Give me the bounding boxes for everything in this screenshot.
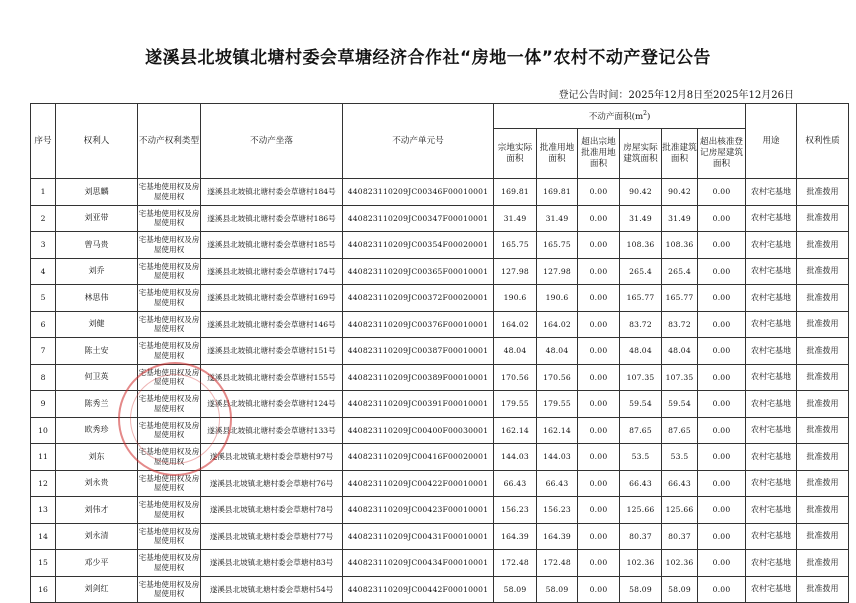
cell-use: 农村宅基地 [746,444,797,471]
cell-location: 遂溪县北坡镇北塘村委会草塘村78号 [201,497,343,524]
header-rights-type: 不动产权利类型 [138,104,201,179]
table-row [31,470,849,497]
header-seq: 序号 [31,104,56,179]
cell-land-approved: 172.48 [537,550,578,577]
header-house-actual: 房屋实际建筑面积 [620,129,662,179]
header-area-group [494,104,746,129]
cell-land-actual: 31.49 [494,205,537,232]
cell-house-approved: 90.42 [662,179,698,206]
cell-house-approved: 48.04 [662,338,698,365]
cell-use: 农村宅基地 [746,576,797,603]
cell-land-excess: 0.00 [578,497,620,524]
cell-house-actual: 87.65 [620,417,662,444]
cell-land-actual: 48.04 [494,338,537,365]
cell-land-actual: 164.02 [494,311,537,338]
cell-seq: 14 [31,523,56,550]
cell-owner: 刘思麟 [56,179,138,206]
cell-rights-type: 宅基地使用权及房屋使用权 [138,205,201,232]
cell-rights-type: 宅基地使用权及房屋使用权 [138,285,201,312]
cell-use: 农村宅基地 [746,258,797,285]
cell-use: 农村宅基地 [746,417,797,444]
cell-seq: 10 [31,417,56,444]
cell-land-actual: 170.56 [494,364,537,391]
cell-house-approved: 83.72 [662,311,698,338]
cell-owner: 陈秀兰 [56,391,138,418]
cell-rights-type: 宅基地使用权及房屋使用权 [138,444,201,471]
cell-nature: 批准拨用 [797,285,849,312]
cell-land-approved: 165.75 [537,232,578,259]
cell-rights-type: 宅基地使用权及房屋使用权 [138,338,201,365]
cell-house-actual: 58.09 [620,576,662,603]
cell-unit-no: 440823110209JC00431F00010001 [343,523,494,550]
cell-house-excess: 0.00 [698,576,746,603]
cell-land-approved: 164.39 [537,523,578,550]
cell-land-excess: 0.00 [578,285,620,312]
cell-unit-no: 440823110209JC00400F00030001 [343,417,494,444]
cell-seq: 8 [31,364,56,391]
cell-house-excess: 0.00 [698,285,746,312]
cell-rights-type: 宅基地使用权及房屋使用权 [138,523,201,550]
cell-nature: 批准拨用 [797,576,849,603]
table-row [31,364,849,391]
cell-house-actual: 107.35 [620,364,662,391]
header-owner: 权利人 [56,104,138,179]
cell-rights-type: 宅基地使用权及房屋使用权 [138,179,201,206]
cell-land-actual: 66.43 [494,470,537,497]
cell-unit-no: 440823110209JC00422F00010001 [343,470,494,497]
cell-land-approved: 48.04 [537,338,578,365]
cell-house-excess: 0.00 [698,258,746,285]
cell-house-excess: 0.00 [698,550,746,577]
cell-house-approved: 66.43 [662,470,698,497]
cell-location: 遂溪县北坡镇北塘村委会草塘村169号 [201,285,343,312]
header-land-actual: 宗地实际面积 [494,129,537,179]
cell-unit-no: 440823110209JC00416F00020001 [343,444,494,471]
cell-seq: 16 [31,576,56,603]
cell-house-approved: 165.77 [662,285,698,312]
cell-house-excess: 0.00 [698,470,746,497]
cell-owner: 曾马贵 [56,232,138,259]
table-row [31,550,849,577]
cell-use: 农村宅基地 [746,232,797,259]
registration-table [30,103,849,603]
cell-seq: 2 [31,205,56,232]
cell-land-actual: 179.55 [494,391,537,418]
table-body [31,179,849,603]
cell-rights-type: 宅基地使用权及房屋使用权 [138,391,201,418]
cell-location: 遂溪县北坡镇北塘村委会草塘村76号 [201,470,343,497]
cell-use: 农村宅基地 [746,364,797,391]
cell-house-excess: 0.00 [698,364,746,391]
cell-house-approved: 87.65 [662,417,698,444]
cell-house-excess: 0.00 [698,179,746,206]
cell-owner: 刘亚带 [56,205,138,232]
table-row [31,258,849,285]
cell-house-actual: 80.37 [620,523,662,550]
cell-owner: 陈土安 [56,338,138,365]
cell-nature: 批准拨用 [797,417,849,444]
cell-seq: 13 [31,497,56,524]
cell-land-approved: 58.09 [537,576,578,603]
header-location: 不动产坐落 [201,104,343,179]
cell-use: 农村宅基地 [746,338,797,365]
cell-land-excess: 0.00 [578,523,620,550]
cell-land-actual: 144.03 [494,444,537,471]
cell-use: 农村宅基地 [746,311,797,338]
cell-seq: 6 [31,311,56,338]
cell-use: 农村宅基地 [746,179,797,206]
cell-owner: 刘永清 [56,523,138,550]
cell-land-excess: 0.00 [578,179,620,206]
header-nature: 权利性质 [797,104,849,179]
cell-house-actual: 53.5 [620,444,662,471]
notice-period: 登记公告时间：2025年12月8日至2025年12月26日 [558,90,794,101]
cell-land-excess: 0.00 [578,391,620,418]
cell-nature: 批准拨用 [797,205,849,232]
cell-land-approved: 190.6 [537,285,578,312]
cell-land-excess: 0.00 [578,258,620,285]
cell-land-excess: 0.00 [578,417,620,444]
cell-location: 遂溪县北坡镇北塘村委会草塘村151号 [201,338,343,365]
cell-land-excess: 0.00 [578,576,620,603]
cell-land-excess: 0.00 [578,338,620,365]
cell-owner: 刘东 [56,444,138,471]
cell-rights-type: 宅基地使用权及房屋使用权 [138,576,201,603]
cell-use: 农村宅基地 [746,497,797,524]
header-area-label: 不动产面积(m [588,111,644,122]
cell-unit-no: 440823110209JC00372F00020001 [343,285,494,312]
cell-land-excess: 0.00 [578,550,620,577]
cell-house-approved: 80.37 [662,523,698,550]
cell-location: 遂溪县北坡镇北塘村委会草塘村124号 [201,391,343,418]
cell-nature: 批准拨用 [797,470,849,497]
header-house-approved: 批准建筑面积 [662,129,698,179]
cell-nature: 批准拨用 [797,523,849,550]
cell-house-excess: 0.00 [698,417,746,444]
cell-unit-no: 440823110209JC00442F00010001 [343,576,494,603]
cell-rights-type: 宅基地使用权及房屋使用权 [138,470,201,497]
cell-nature: 批准拨用 [797,179,849,206]
table-row [31,576,849,603]
cell-seq: 12 [31,470,56,497]
cell-house-actual: 83.72 [620,311,662,338]
cell-house-actual: 48.04 [620,338,662,365]
cell-nature: 批准拨用 [797,338,849,365]
cell-seq: 7 [31,338,56,365]
cell-seq: 11 [31,444,56,471]
cell-nature: 批准拨用 [797,550,849,577]
cell-unit-no: 440823110209JC00376F00010001 [343,311,494,338]
cell-unit-no: 440823110209JC00389F00010001 [343,364,494,391]
cell-use: 农村宅基地 [746,391,797,418]
cell-land-actual: 164.39 [494,523,537,550]
cell-owner: 刘剑红 [56,576,138,603]
cell-land-approved: 144.03 [537,444,578,471]
cell-house-actual: 165.77 [620,285,662,312]
cell-unit-no: 440823110209JC00365F00010001 [343,258,494,285]
cell-nature: 批准拨用 [797,444,849,471]
table-row [31,179,849,206]
cell-owner: 邓少平 [56,550,138,577]
table-row [31,391,849,418]
header-land-approved: 批准用地面积 [537,129,578,179]
cell-seq: 1 [31,179,56,206]
cell-land-actual: 156.23 [494,497,537,524]
cell-house-actual: 31.49 [620,205,662,232]
cell-house-excess: 0.00 [698,232,746,259]
cell-unit-no: 440823110209JC00347F00010001 [343,205,494,232]
cell-land-actual: 127.98 [494,258,537,285]
cell-seq: 5 [31,285,56,312]
table-row [31,417,849,444]
cell-house-excess: 0.00 [698,311,746,338]
cell-location: 遂溪县北坡镇北塘村委会草塘村185号 [201,232,343,259]
cell-unit-no: 440823110209JC00423F00010001 [343,497,494,524]
cell-land-excess: 0.00 [578,470,620,497]
cell-location: 遂溪县北坡镇北塘村委会草塘村97号 [201,444,343,471]
cell-rights-type: 宅基地使用权及房屋使用权 [138,550,201,577]
cell-use: 农村宅基地 [746,285,797,312]
cell-rights-type: 宅基地使用权及房屋使用权 [138,311,201,338]
cell-owner: 林思伟 [56,285,138,312]
cell-use: 农村宅基地 [746,205,797,232]
cell-owner: 刘伟才 [56,497,138,524]
table-row [31,232,849,259]
cell-unit-no: 440823110209JC00354F00020001 [343,232,494,259]
cell-rights-type: 宅基地使用权及房屋使用权 [138,258,201,285]
cell-house-approved: 102.36 [662,550,698,577]
cell-nature: 批准拨用 [797,232,849,259]
cell-owner: 刘健 [56,311,138,338]
cell-land-approved: 156.23 [537,497,578,524]
header-land-excess: 超出宗地批准用地面积 [578,129,620,179]
cell-seq: 3 [31,232,56,259]
cell-unit-no: 440823110209JC00387F00010001 [343,338,494,365]
cell-house-excess: 0.00 [698,444,746,471]
cell-nature: 批准拨用 [797,391,849,418]
cell-land-excess: 0.00 [578,205,620,232]
cell-house-excess: 0.00 [698,205,746,232]
table-row [31,205,849,232]
cell-house-actual: 265.4 [620,258,662,285]
cell-unit-no: 440823110209JC00434F00010001 [343,550,494,577]
table-row [31,497,849,524]
cell-rights-type: 宅基地使用权及房屋使用权 [138,497,201,524]
header-area-unit: 2 [643,109,647,117]
cell-land-approved: 31.49 [537,205,578,232]
cell-location: 遂溪县北坡镇北塘村委会草塘村186号 [201,205,343,232]
header-unit-no: 不动产单元号 [343,104,494,179]
cell-house-approved: 265.4 [662,258,698,285]
cell-location: 遂溪县北坡镇北塘村委会草塘村155号 [201,364,343,391]
table-row [31,338,849,365]
cell-land-approved: 170.56 [537,364,578,391]
cell-location: 遂溪县北坡镇北塘村委会草塘村77号 [201,523,343,550]
cell-nature: 批准拨用 [797,364,849,391]
cell-location: 遂溪县北坡镇北塘村委会草塘村146号 [201,311,343,338]
cell-unit-no: 440823110209JC00346F00010001 [343,179,494,206]
cell-house-approved: 107.35 [662,364,698,391]
cell-house-actual: 108.36 [620,232,662,259]
cell-use: 农村宅基地 [746,470,797,497]
cell-land-approved: 169.81 [537,179,578,206]
cell-land-approved: 127.98 [537,258,578,285]
cell-nature: 批准拨用 [797,497,849,524]
cell-house-excess: 0.00 [698,391,746,418]
table-row [31,523,849,550]
cell-land-actual: 190.6 [494,285,537,312]
cell-house-actual: 125.66 [620,497,662,524]
cell-use: 农村宅基地 [746,550,797,577]
cell-use: 农村宅基地 [746,523,797,550]
cell-house-approved: 31.49 [662,205,698,232]
header-house-excess: 超出核准登记房屋建筑面积 [698,129,746,179]
cell-land-actual: 172.48 [494,550,537,577]
cell-house-excess: 0.00 [698,338,746,365]
cell-nature: 批准拨用 [797,311,849,338]
cell-land-excess: 0.00 [578,232,620,259]
cell-land-approved: 164.02 [537,311,578,338]
cell-land-approved: 66.43 [537,470,578,497]
cell-land-actual: 58.09 [494,576,537,603]
cell-seq: 9 [31,391,56,418]
cell-location: 遂溪县北坡镇北塘村委会草塘村54号 [201,576,343,603]
cell-house-excess: 0.00 [698,523,746,550]
cell-land-excess: 0.00 [578,444,620,471]
cell-owner: 何卫英 [56,364,138,391]
header-use: 用途 [746,104,797,179]
cell-land-approved: 162.14 [537,417,578,444]
cell-unit-no: 440823110209JC00391F00010001 [343,391,494,418]
cell-house-approved: 58.09 [662,576,698,603]
cell-land-approved: 179.55 [537,391,578,418]
table-row [31,444,849,471]
cell-seq: 15 [31,550,56,577]
header-area-close: ) [647,111,651,122]
cell-land-excess: 0.00 [578,311,620,338]
cell-house-actual: 90.42 [620,179,662,206]
cell-land-actual: 162.14 [494,417,537,444]
cell-house-actual: 66.43 [620,470,662,497]
table-row [31,311,849,338]
cell-house-excess: 0.00 [698,497,746,524]
cell-house-approved: 108.36 [662,232,698,259]
cell-location: 遂溪县北坡镇北塘村委会草塘村174号 [201,258,343,285]
cell-owner: 刘乔 [56,258,138,285]
cell-location: 遂溪县北坡镇北塘村委会草塘村184号 [201,179,343,206]
cell-house-actual: 102.36 [620,550,662,577]
cell-rights-type: 宅基地使用权及房屋使用权 [138,232,201,259]
table-row [31,285,849,312]
cell-house-approved: 125.66 [662,497,698,524]
cell-land-actual: 165.75 [494,232,537,259]
cell-land-excess: 0.00 [578,364,620,391]
cell-house-actual: 59.54 [620,391,662,418]
cell-house-approved: 59.54 [662,391,698,418]
cell-location: 遂溪县北坡镇北塘村委会草塘村133号 [201,417,343,444]
cell-owner: 刘永贵 [56,470,138,497]
notice-title: 遂溪县北坡镇北塘村委会草塘经济合作社“房地一体”农村不动产登记公告 [145,48,711,68]
cell-seq: 4 [31,258,56,285]
cell-location: 遂溪县北坡镇北塘村委会草塘村83号 [201,550,343,577]
cell-nature: 批准拨用 [797,258,849,285]
cell-house-approved: 53.5 [662,444,698,471]
cell-owner: 欧秀珍 [56,417,138,444]
cell-rights-type: 宅基地使用权及房屋使用权 [138,364,201,391]
cell-rights-type: 宅基地使用权及房屋使用权 [138,417,201,444]
cell-land-actual: 169.81 [494,179,537,206]
